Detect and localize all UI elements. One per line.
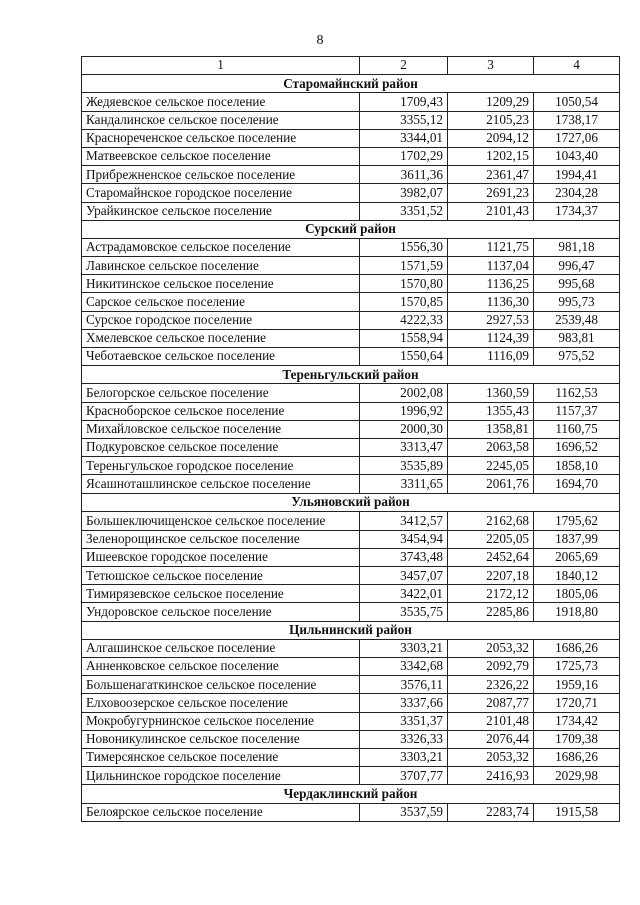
value-col-2: 3311,65 [360, 475, 448, 493]
table-row [82, 348, 620, 366]
value-col-2: 3351,37 [360, 712, 448, 730]
value-col-3: 1116,09 [448, 348, 534, 366]
value-col-4: 1709,38 [534, 730, 620, 748]
table-row [82, 402, 620, 420]
settlement-name: Тереньгульское городское поселение [82, 457, 360, 475]
value-col-3: 2053,32 [448, 639, 534, 657]
table-row [82, 548, 620, 566]
value-col-2: 3412,57 [360, 511, 448, 530]
value-col-4: 2065,69 [534, 548, 620, 566]
value-col-4: 975,52 [534, 348, 620, 366]
value-col-4: 1738,17 [534, 111, 620, 129]
value-col-2: 4222,33 [360, 311, 448, 329]
settlement-name: Красноборское сельское поселение [82, 402, 360, 420]
value-col-4: 1805,06 [534, 585, 620, 603]
settlement-name: Белогорское сельское поселение [82, 384, 360, 402]
value-col-4: 981,18 [534, 238, 620, 256]
value-col-4: 1918,80 [534, 603, 620, 621]
table-row [82, 202, 620, 220]
value-col-3: 2326,22 [448, 676, 534, 694]
column-header-2: 2 [360, 57, 448, 75]
region-name: Ульяновский район [82, 493, 620, 511]
value-col-3: 2416,93 [448, 767, 534, 785]
value-col-2: 2000,30 [360, 420, 448, 438]
value-col-3: 2172,12 [448, 585, 534, 603]
table-body [82, 75, 620, 822]
settlement-name: Ундоровское сельское поселение [82, 603, 360, 621]
value-col-2: 3576,11 [360, 676, 448, 694]
value-col-2: 3342,68 [360, 658, 448, 676]
value-col-3: 2076,44 [448, 730, 534, 748]
region-header-row [82, 75, 620, 93]
tariff-table [81, 56, 620, 822]
value-col-2: 1702,29 [360, 147, 448, 165]
table-row [82, 803, 620, 821]
value-col-4: 995,68 [534, 275, 620, 293]
table-row [82, 166, 620, 184]
table-row [82, 275, 620, 293]
settlement-name: Чеботаевское сельское поселение [82, 348, 360, 366]
value-col-2: 1709,43 [360, 93, 448, 111]
value-col-4: 2539,48 [534, 311, 620, 329]
value-col-4: 1840,12 [534, 567, 620, 585]
table-row [82, 420, 620, 438]
settlement-name: Старомайнское городское поселение [82, 184, 360, 202]
value-col-2: 3303,21 [360, 639, 448, 657]
table-row [82, 257, 620, 275]
table-row [82, 639, 620, 657]
table-row [82, 730, 620, 748]
table-row [82, 147, 620, 165]
value-col-4: 983,81 [534, 329, 620, 347]
value-col-2: 3344,01 [360, 129, 448, 147]
value-col-3: 1137,04 [448, 257, 534, 275]
value-col-4: 1686,26 [534, 639, 620, 657]
region-name: Тереньгульский район [82, 366, 620, 384]
value-col-3: 2101,43 [448, 202, 534, 220]
value-col-4: 1043,40 [534, 147, 620, 165]
table-row [82, 748, 620, 766]
value-col-3: 2283,74 [448, 803, 534, 821]
settlement-name: Жедяевское сельское поселение [82, 93, 360, 111]
value-col-3: 2061,76 [448, 475, 534, 493]
region-name: Цильнинский район [82, 621, 620, 639]
table-row [82, 93, 620, 111]
value-col-2: 3454,94 [360, 530, 448, 548]
settlement-name: Михайловское сельское поселение [82, 420, 360, 438]
table-row [82, 676, 620, 694]
value-col-4: 1696,52 [534, 438, 620, 456]
settlement-name: Тетюшское сельское поселение [82, 567, 360, 585]
settlement-name: Тимерсянское сельское поселение [82, 748, 360, 766]
value-col-3: 1358,81 [448, 420, 534, 438]
settlement-name: Зеленорощинское сельское поселение [82, 530, 360, 548]
table-row [82, 311, 620, 329]
value-col-3: 1202,15 [448, 147, 534, 165]
value-col-3: 1124,39 [448, 329, 534, 347]
table-row [82, 658, 620, 676]
settlement-name: Астрадамовское сельское поселение [82, 238, 360, 256]
settlement-name: Кандалинское сельское поселение [82, 111, 360, 129]
value-col-2: 3422,01 [360, 585, 448, 603]
value-col-3: 2245,05 [448, 457, 534, 475]
table-row [82, 457, 620, 475]
value-col-4: 1734,42 [534, 712, 620, 730]
value-col-2: 3535,89 [360, 457, 448, 475]
value-col-2: 3982,07 [360, 184, 448, 202]
table-row [82, 585, 620, 603]
value-col-2: 1550,64 [360, 348, 448, 366]
region-name: Старомайнский район [82, 75, 620, 93]
value-col-4: 1157,37 [534, 402, 620, 420]
value-col-3: 2105,23 [448, 111, 534, 129]
value-col-4: 1160,75 [534, 420, 620, 438]
value-col-4: 1694,70 [534, 475, 620, 493]
value-col-3: 1136,30 [448, 293, 534, 311]
value-col-4: 1959,16 [534, 676, 620, 694]
value-col-2: 3303,21 [360, 748, 448, 766]
value-col-3: 2205,05 [448, 530, 534, 548]
value-col-3: 2063,58 [448, 438, 534, 456]
value-col-2: 1570,80 [360, 275, 448, 293]
value-col-3: 2361,47 [448, 166, 534, 184]
column-header-4: 4 [534, 57, 620, 75]
settlement-name: Цильнинское городское поселение [82, 767, 360, 785]
value-col-2: 3337,66 [360, 694, 448, 712]
value-col-4: 1162,53 [534, 384, 620, 402]
value-col-4: 2029,98 [534, 767, 620, 785]
value-col-4: 1837,99 [534, 530, 620, 548]
value-col-2: 1556,30 [360, 238, 448, 256]
value-col-3: 2087,77 [448, 694, 534, 712]
value-col-3: 2207,18 [448, 567, 534, 585]
value-col-4: 1727,06 [534, 129, 620, 147]
value-col-2: 3743,48 [360, 548, 448, 566]
settlement-name: Елховоозерское сельское поселение [82, 694, 360, 712]
settlement-name: Сурское городское поселение [82, 311, 360, 329]
value-col-3: 2094,12 [448, 129, 534, 147]
value-col-2: 3326,33 [360, 730, 448, 748]
table-row [82, 238, 620, 256]
value-col-2: 3351,52 [360, 202, 448, 220]
value-col-3: 2452,64 [448, 548, 534, 566]
table-row [82, 767, 620, 785]
settlement-name: Новоникулинское сельское поселение [82, 730, 360, 748]
value-col-4: 1050,54 [534, 93, 620, 111]
settlement-name: Алгашинское сельское поселение [82, 639, 360, 657]
value-col-4: 1994,41 [534, 166, 620, 184]
value-col-3: 2053,32 [448, 748, 534, 766]
value-col-3: 1360,59 [448, 384, 534, 402]
value-col-2: 3355,12 [360, 111, 448, 129]
value-col-2: 3313,47 [360, 438, 448, 456]
value-col-3: 2162,68 [448, 511, 534, 530]
column-header-1: 1 [82, 57, 360, 75]
settlement-name: Анненковское сельское поселение [82, 658, 360, 676]
settlement-name: Прибрежненское сельское поселение [82, 166, 360, 184]
table-row [82, 712, 620, 730]
table-row [82, 603, 620, 621]
table-row [82, 184, 620, 202]
region-header-row [82, 366, 620, 384]
value-col-4: 1915,58 [534, 803, 620, 821]
value-col-3: 2691,23 [448, 184, 534, 202]
value-col-2: 3535,75 [360, 603, 448, 621]
value-col-2: 3707,77 [360, 767, 448, 785]
column-header-3: 3 [448, 57, 534, 75]
value-col-2: 1996,92 [360, 402, 448, 420]
region-header-row [82, 621, 620, 639]
table-row [82, 475, 620, 493]
value-col-2: 3457,07 [360, 567, 448, 585]
table-row [82, 384, 620, 402]
value-col-4: 995,73 [534, 293, 620, 311]
settlement-name: Большенагаткинское сельское поселение [82, 676, 360, 694]
value-col-3: 2285,86 [448, 603, 534, 621]
value-col-2: 3537,59 [360, 803, 448, 821]
settlement-name: Большеключищенское сельское поселение [82, 511, 360, 530]
region-name: Чердаклинский район [82, 785, 620, 803]
page-number: 8 [316, 33, 324, 48]
value-col-4: 1725,73 [534, 658, 620, 676]
value-col-3: 1121,75 [448, 238, 534, 256]
value-col-4: 1858,10 [534, 457, 620, 475]
value-col-2: 2002,08 [360, 384, 448, 402]
table-row [82, 694, 620, 712]
value-col-3: 1136,25 [448, 275, 534, 293]
header-row [82, 57, 620, 75]
settlement-name: Тимирязевское сельское поселение [82, 585, 360, 603]
value-col-4: 1795,62 [534, 511, 620, 530]
value-col-3: 1355,43 [448, 402, 534, 420]
settlement-name: Краснореченское сельское поселение [82, 129, 360, 147]
region-header-row [82, 785, 620, 803]
value-col-3: 2092,79 [448, 658, 534, 676]
table-row [82, 438, 620, 456]
value-col-3: 2101,48 [448, 712, 534, 730]
table-row [82, 129, 620, 147]
value-col-2: 1571,59 [360, 257, 448, 275]
value-col-4: 1720,71 [534, 694, 620, 712]
region-header-row [82, 493, 620, 511]
value-col-2: 1570,85 [360, 293, 448, 311]
value-col-2: 1558,94 [360, 329, 448, 347]
value-col-4: 996,47 [534, 257, 620, 275]
table-row [82, 293, 620, 311]
settlement-name: Лавинское сельское поселение [82, 257, 360, 275]
value-col-3: 1209,29 [448, 93, 534, 111]
table-row [82, 511, 620, 530]
settlement-name: Хмелевское сельское поселение [82, 329, 360, 347]
settlement-name: Матвеевское сельское поселение [82, 147, 360, 165]
value-col-2: 3611,36 [360, 166, 448, 184]
table-row [82, 530, 620, 548]
settlement-name: Ишеевское городское поселение [82, 548, 360, 566]
settlement-name: Ясашноташлинское сельское поселение [82, 475, 360, 493]
settlement-name: Мокробугурнинское сельское поселение [82, 712, 360, 730]
settlement-name: Подкуровское сельское поселение [82, 438, 360, 456]
value-col-3: 2927,53 [448, 311, 534, 329]
settlement-name: Белоярское сельское поселение [82, 803, 360, 821]
table-row [82, 567, 620, 585]
settlement-name: Сарское сельское поселение [82, 293, 360, 311]
value-col-4: 1734,37 [534, 202, 620, 220]
table-row [82, 329, 620, 347]
region-header-row [82, 220, 620, 238]
value-col-4: 2304,28 [534, 184, 620, 202]
region-name: Сурский район [82, 220, 620, 238]
value-col-4: 1686,26 [534, 748, 620, 766]
table-row [82, 111, 620, 129]
settlement-name: Никитинское сельское поселение [82, 275, 360, 293]
settlement-name: Урайкинское сельское поселение [82, 202, 360, 220]
